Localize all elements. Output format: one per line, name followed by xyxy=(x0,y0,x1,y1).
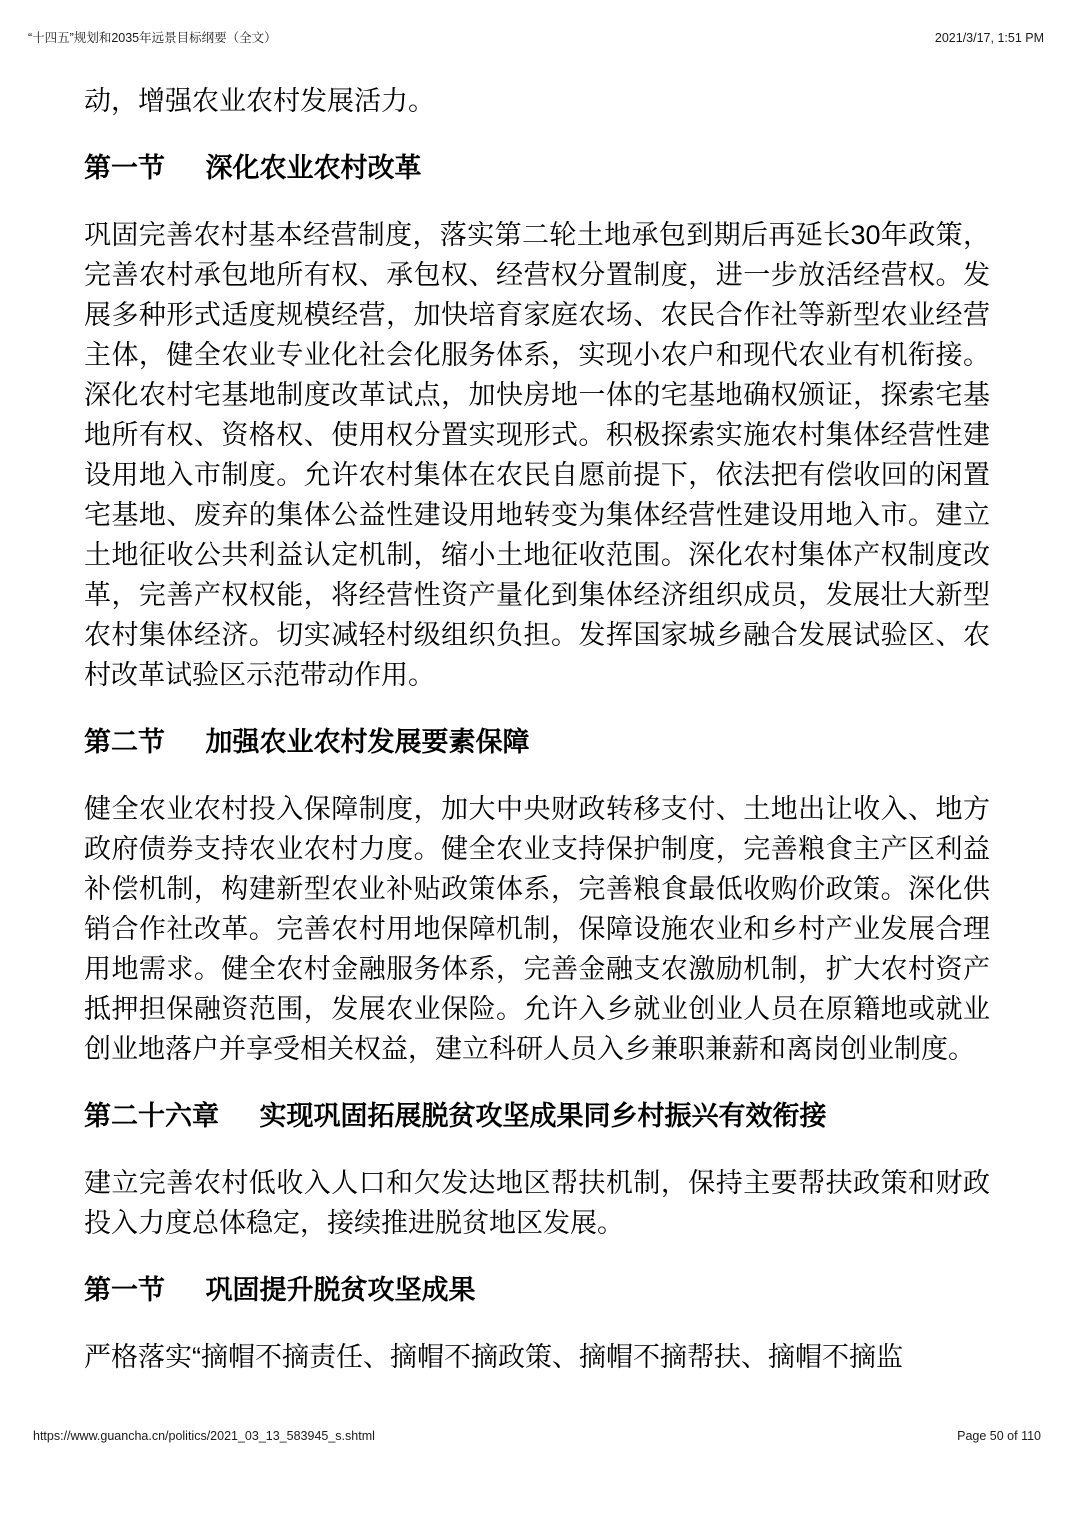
text-line: 巩固完善农村基本经营制度，落实第二轮土地承包到期后再延长30年政策， xyxy=(84,220,990,250)
heading-number: 第一节 xyxy=(84,153,165,183)
text-line: 创业地落户并享受相关权益，建立科研人员入乡兼职兼薪和离岗创业制度。 xyxy=(84,1034,975,1064)
document-content xyxy=(84,81,990,1377)
document-title: “十四五”规划和2035年远景目标纲要（全文） xyxy=(28,31,277,45)
source-url: https://www.guancha.cn/politics/2021_03_13_583945_s.shtml xyxy=(33,1429,375,1443)
section-heading xyxy=(84,148,990,188)
paragraph xyxy=(84,1337,990,1377)
text-line: 地所有权、资格权、使用权分置实现形式。积极探索实施农村集体经营性建 xyxy=(84,420,990,450)
page-number: Page 50 of 110 xyxy=(957,1429,1041,1443)
heading-number: 第二十六章 xyxy=(84,1101,219,1131)
text-line: 主体，健全农业专业化社会化服务体系，实现小农户和现代农业有机衔接。 xyxy=(84,340,990,370)
text-line: 革，完善产权权能，将经营性资产量化到集体经济组织成员，发展壮大新型 xyxy=(84,580,990,610)
text-line: 设用地入市制度。允许农村集体在农民自愿前提下，依法把有偿收回的闲置 xyxy=(84,460,990,490)
text-line: 投入力度总体稳定，接续推进脱贫地区发展。 xyxy=(84,1208,624,1238)
section-heading xyxy=(84,1270,990,1310)
paragraph xyxy=(84,1163,990,1243)
text-line: 建立完善农村低收入人口和欠发达地区帮扶机制，保持主要帮扶政策和财政 xyxy=(84,1168,990,1198)
text-line: 动，增强农业农村发展活力。 xyxy=(84,86,435,116)
heading-title: 实现巩固拓展脱贫攻坚成果同乡村振兴有效衔接 xyxy=(259,1101,827,1131)
heading-title: 加强农业农村发展要素保障 xyxy=(205,727,530,757)
text-line: 农村集体经济。切实减轻村级组织负担。发挥国家城乡融合发展试验区、农 xyxy=(84,620,990,650)
heading-title: 深化农业农村改革 xyxy=(205,153,422,183)
heading-number: 第二节 xyxy=(84,727,165,757)
print-footer xyxy=(33,1428,1041,1444)
print-timestamp: 2021/3/17, 1:51 PM xyxy=(934,31,1044,45)
paragraph xyxy=(84,215,990,695)
text-line: 抵押担保融资范围，发展农业保险。允许入乡就业创业人员在原籍地或就业 xyxy=(84,994,990,1024)
text-line: 土地征收公共利益认定机制，缩小土地征收范围。深化农村集体产权制度改 xyxy=(84,540,990,570)
chapter-heading xyxy=(84,1096,990,1136)
print-header xyxy=(0,0,1074,46)
text-line: 用地需求。健全农村金融服务体系，完善金融支农激励机制，扩大农村资产 xyxy=(84,954,990,984)
text-line: 深化农村宅基地制度改革试点，加快房地一体的宅基地确权颁证，探索宅基 xyxy=(84,380,990,410)
text-line: 健全农业农村投入保障制度，加大中央财政转移支付、土地出让收入、地方 xyxy=(84,794,990,824)
text-line: 严格落实“摘帽不摘责任、摘帽不摘政策、摘帽不摘帮扶、摘帽不摘监 xyxy=(84,1342,903,1372)
text-line: 完善农村承包地所有权、承包权、经营权分置制度，进一步放活经营权。发 xyxy=(84,260,990,290)
heading-title: 巩固提升脱贫攻坚成果 xyxy=(205,1275,476,1305)
text-line: 展多种形式适度规模经营，加快培育家庭农场、农民合作社等新型农业经营 xyxy=(84,300,990,330)
section-heading xyxy=(84,722,990,762)
heading-number: 第一节 xyxy=(84,1275,165,1305)
paragraph xyxy=(84,789,990,1069)
paragraph xyxy=(84,81,990,121)
text-line: 政府债券支持农业农村力度。健全农业支持保护制度，完善粮食主产区利益 xyxy=(84,834,990,864)
text-line: 补偿机制，构建新型农业补贴政策体系，完善粮食最低收购价政策。深化供 xyxy=(84,874,990,904)
text-line: 村改革试验区示范带动作用。 xyxy=(84,660,435,690)
text-line: 销合作社改革。完善农村用地保障机制，保障设施农业和乡村产业发展合理 xyxy=(84,914,990,944)
text-line: 宅基地、废弃的集体公益性建设用地转变为集体经营性建设用地入市。建立 xyxy=(84,500,990,530)
